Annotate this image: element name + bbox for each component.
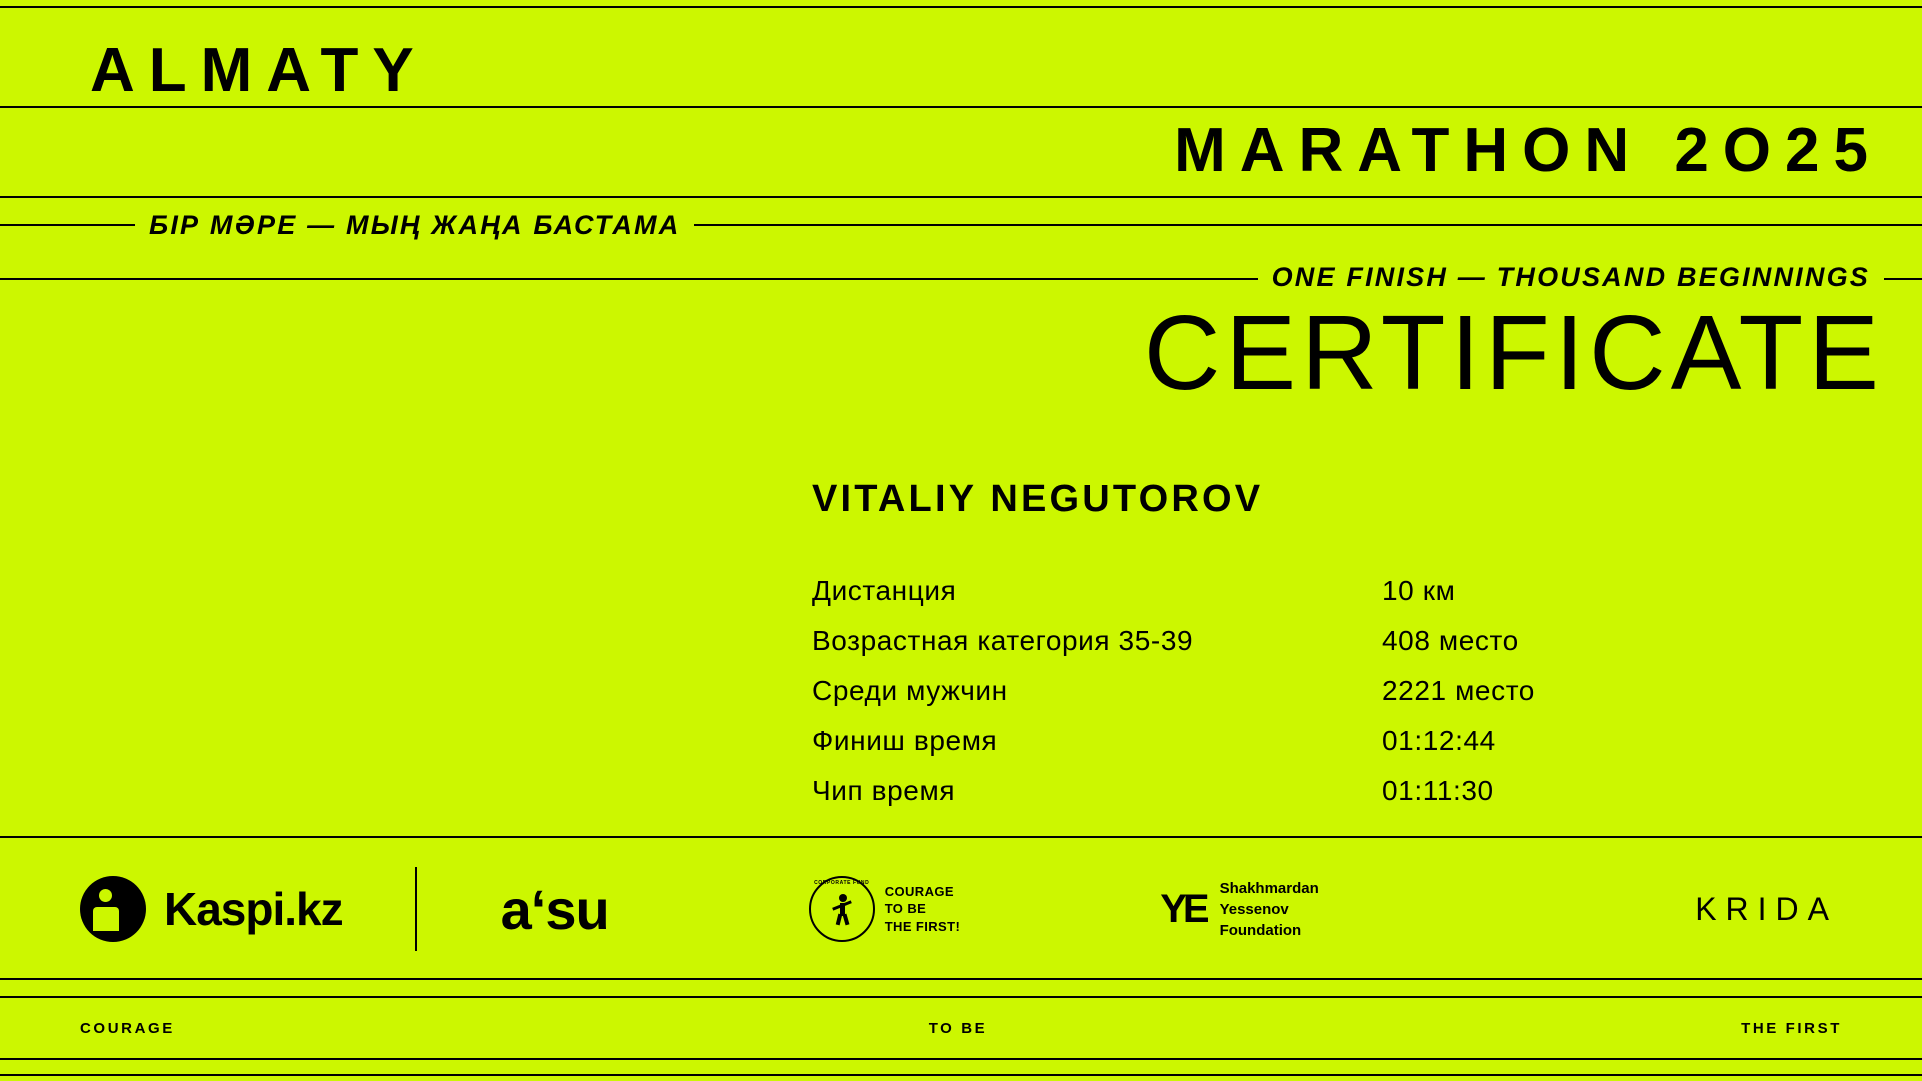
courage-line-3: THE FIRST! (884, 918, 961, 934)
divider-line (0, 1074, 1922, 1076)
result-value: 01:12:44 (1382, 725, 1496, 756)
divider-line (0, 1058, 1922, 1060)
slogan-english: ONE FINISH — THOUSAND BEGINNINGS (1258, 264, 1884, 291)
sponsor-divider (415, 867, 417, 951)
sponsor-yessenov-label (1220, 878, 1319, 941)
sponsor-krida-label: KRIDA (1695, 890, 1838, 927)
athlete-name: VITALIY NEGUTOROV (812, 478, 1264, 520)
yessenov-line-3: Foundation (1219, 921, 1302, 939)
sponsor-strip (0, 838, 1922, 980)
yessenov-line-1: Shakhmardan (1219, 879, 1319, 897)
page-title: CERTIFICATE (1143, 294, 1884, 412)
sponsor-courage (809, 876, 961, 942)
yessenov-logo-icon: YE (1160, 886, 1206, 931)
slogan-kazakh: БІР МӘРЕ — МЫҢ ЖАҢА БАСТАМА (135, 212, 694, 239)
table-row (812, 725, 1572, 775)
sponsor-kaspi (80, 876, 343, 942)
footer-left-text: COURAGE (80, 1020, 175, 1037)
kaspi-logo-icon (80, 876, 146, 942)
result-value: 2221 место (1382, 675, 1535, 706)
sponsor-courage-label (885, 883, 961, 936)
results-table (812, 575, 1572, 825)
result-label: Возрастная категория 35-39 (812, 625, 1194, 656)
divider-line (0, 996, 1922, 998)
sponsor-yessenov (1160, 878, 1319, 941)
courage-ring-label: CORPORATE FUND (814, 880, 870, 886)
result-label: Дистанция (812, 575, 957, 606)
footer-strip (0, 1020, 1922, 1037)
table-row (812, 675, 1572, 725)
sponsor-kaspi-label: Kaspi.kz (164, 883, 343, 935)
courage-line-1: COURAGE (884, 883, 954, 899)
table-row (812, 775, 1572, 825)
footer-right-text: THE FIRST (1741, 1020, 1842, 1037)
result-label: Среди мужчин (812, 675, 1008, 706)
result-label: Финиш время (812, 725, 998, 756)
yessenov-line-2: Yessenov (1219, 900, 1289, 918)
runner-figure-icon (831, 894, 853, 924)
footer-middle-text: TO BE (928, 1020, 988, 1037)
table-row (812, 625, 1572, 675)
event-title: MARATHON 2O25 (1174, 116, 1882, 185)
courage-fund-logo-icon (809, 876, 875, 942)
sponsor-asu-label: aʻsu (500, 877, 609, 941)
result-value: 10 км (1382, 575, 1456, 606)
divider-line (0, 106, 1922, 108)
result-value: 408 место (1382, 625, 1519, 656)
result-label: Чип время (812, 775, 956, 806)
divider-line (0, 196, 1922, 198)
table-row (812, 575, 1572, 625)
city-title: ALMATY (90, 36, 428, 105)
courage-line-2: TO BE (884, 901, 927, 917)
result-value: 01:11:30 (1382, 775, 1494, 806)
divider-line (0, 6, 1922, 8)
